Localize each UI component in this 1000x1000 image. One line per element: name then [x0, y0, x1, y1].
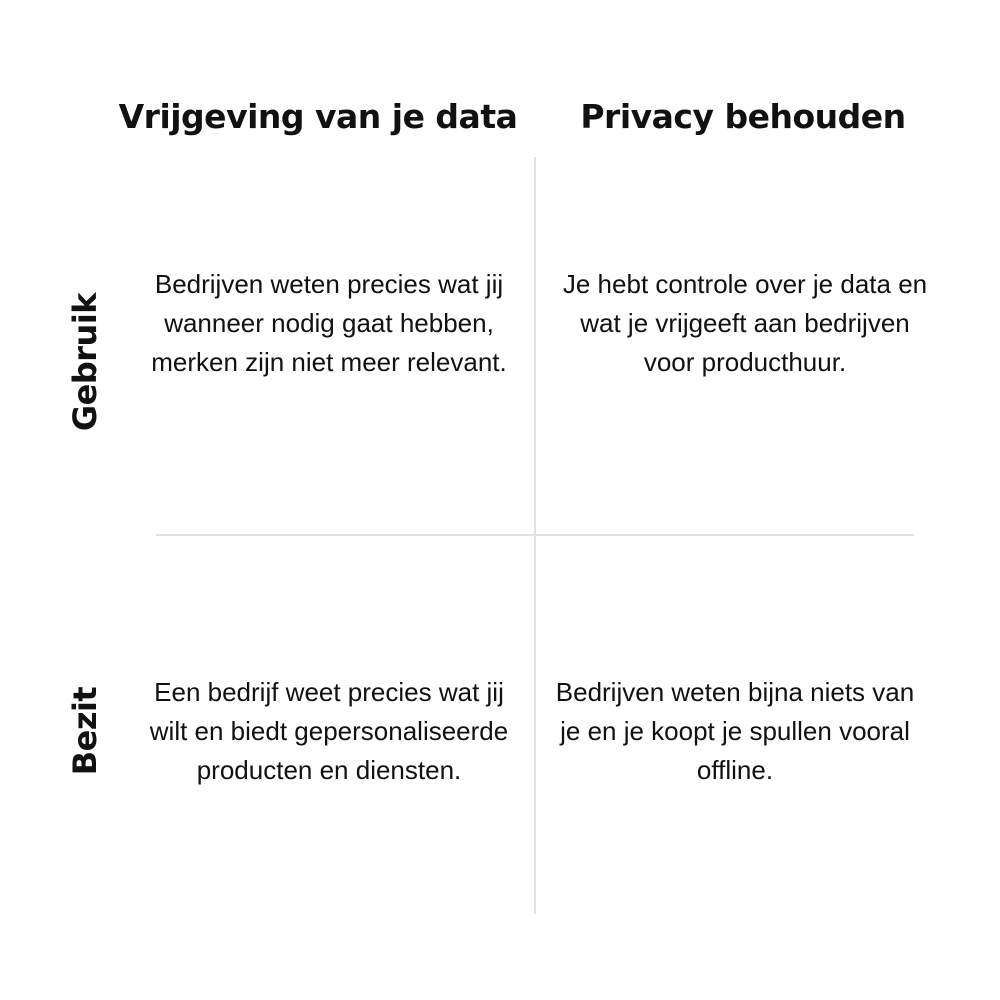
quadrant-use-privacy: Je hebt controle over je data en wat je vrijgeeft aan bedrijven voor producthuur.	[562, 269, 928, 377]
quadrant-ownership-privacy: Bedrijven weten bijna niets van je en je koopt je spullen vooral offline.	[555, 677, 915, 785]
column-header-privacy: Privacy behouden	[580, 97, 906, 136]
quadrant-ownership-data-release: Een bedrijf weet precies wat jij wilt en biedt gepersonaliseerde producten en diensten.	[149, 677, 509, 785]
quadrant-use-data-release: Bedrijven weten precies wat jij wanneer nodig gaat hebben, merken zijn niet meer relevant.	[151, 269, 507, 377]
row-label-use: Gebruik	[66, 292, 104, 432]
column-header-data-release: Vrijgeving van je data	[118, 97, 518, 136]
row-label-ownership: Bezit	[66, 686, 104, 776]
horizontal-divider	[156, 534, 914, 536]
